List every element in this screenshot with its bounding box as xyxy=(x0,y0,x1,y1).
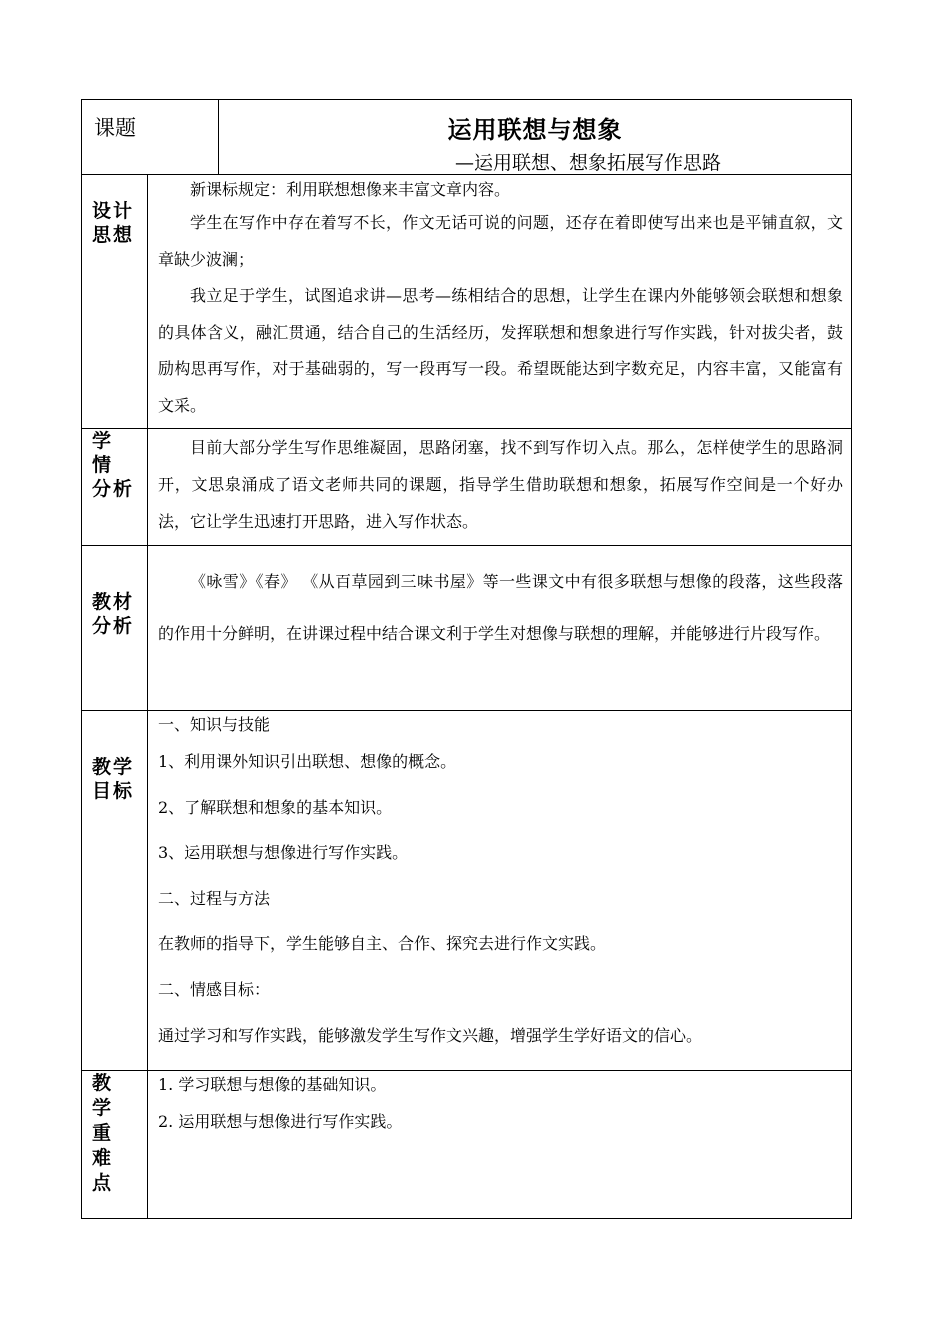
situation-label-line: 分析 xyxy=(92,478,135,500)
situation-label xyxy=(82,429,148,545)
key-points-row xyxy=(81,1071,852,1219)
goals-label-line: 目标 xyxy=(92,780,135,802)
material-content xyxy=(148,546,851,710)
situation-paragraph: 目前大部分学生写作思维凝固，思路闭塞，找不到写作切入点。那么，怎样使学生的思路洞开，文思泉涌成了语文老师共同的课题，指导学生借助联想和想象，拓展写作空间是一个好办法，它让学生迅速打开思路，进入写作状态。 xyxy=(158,438,843,531)
key-points-label-line: 教 学 xyxy=(92,1072,114,1119)
lesson-plan-table xyxy=(81,99,852,1219)
title-cell xyxy=(219,100,851,174)
design-paragraph: 学生在写作中存在着写不长，作文无话可说的问题，还存在着即使写出来也是平铺直叙，文章缺少波澜； xyxy=(158,213,843,269)
key-points-label-line: 重 难 xyxy=(92,1122,114,1169)
goals-line: 二、情感目标： xyxy=(158,979,271,999)
design-paragraph: 我立足于学生，试图追求讲—思考—练相结合的思想，让学生在课内外能够领会联想和想象的具体含义，融汇贯通，结合自己的生活经历，发挥联想和想象进行写作实践，针对拔尖者，鼓励构思再写作，对于基础弱的，写一段再写一段。希望既能达到字数充足，内容丰富，又能富有文采。 xyxy=(158,286,843,415)
goals-line: 通过学习和写作实践，能够激发学生写作文兴趣，增强学生学好语文的信心。 xyxy=(158,1025,703,1045)
key-points-content xyxy=(148,1071,851,1218)
goals-content xyxy=(148,711,851,1070)
material-paragraph: 《咏雪》《春》 《从百草园到三味书屋》等一些课文中有很多联想与想像的段落，这些段落的作用十分鲜明，在讲课过程中结合课文利于学生对想像与联想的理解，并能够进行片段写作。 xyxy=(158,572,843,643)
goals-line: 在教师的指导下，学生能够自主、合作、探究去进行作文实践。 xyxy=(158,934,607,954)
lesson-subtitle: —运用联想、想象拓展写作思路 xyxy=(454,152,721,174)
key-point-line: 1. 学习联想与想像的基础知识。 xyxy=(158,1075,387,1094)
goals-line: 2、了解联想和想象的基本知识。 xyxy=(158,797,393,817)
design-content xyxy=(148,175,851,428)
situation-content xyxy=(148,429,851,545)
situation-row xyxy=(81,429,852,546)
goals-line: 一、知识与技能 xyxy=(158,715,271,734)
material-label-line: 分析 xyxy=(92,615,135,637)
design-label-line: 设计 xyxy=(92,200,135,222)
goals-label xyxy=(82,711,148,1070)
lesson-title: 运用联想与想象 xyxy=(447,116,623,144)
situation-label-line: 学 情 xyxy=(92,430,114,476)
title-row xyxy=(81,99,852,175)
goals-line: 1、利用课外知识引出联想、想像的概念。 xyxy=(158,752,457,771)
material-label xyxy=(82,546,148,710)
material-row xyxy=(81,546,852,711)
goals-line: 二、过程与方法 xyxy=(158,888,271,908)
material-label-line: 教材 xyxy=(92,591,135,613)
design-label-line: 思想 xyxy=(92,224,135,246)
design-paragraph: 新课标规定：利用联想想像来丰富文章内容。 xyxy=(190,180,511,199)
goals-line: 3、运用联想与想像进行写作实践。 xyxy=(158,843,409,863)
goals-label-line: 教学 xyxy=(92,756,135,778)
design-row xyxy=(81,175,852,429)
key-points-label xyxy=(82,1071,148,1218)
topic-label: 课题 xyxy=(82,100,219,174)
key-point-line: 2. 运用联想与想像进行写作实践。 xyxy=(158,1112,403,1131)
goals-row xyxy=(81,711,852,1071)
key-points-label-line: 点 xyxy=(92,1172,114,1194)
design-label xyxy=(82,175,148,428)
